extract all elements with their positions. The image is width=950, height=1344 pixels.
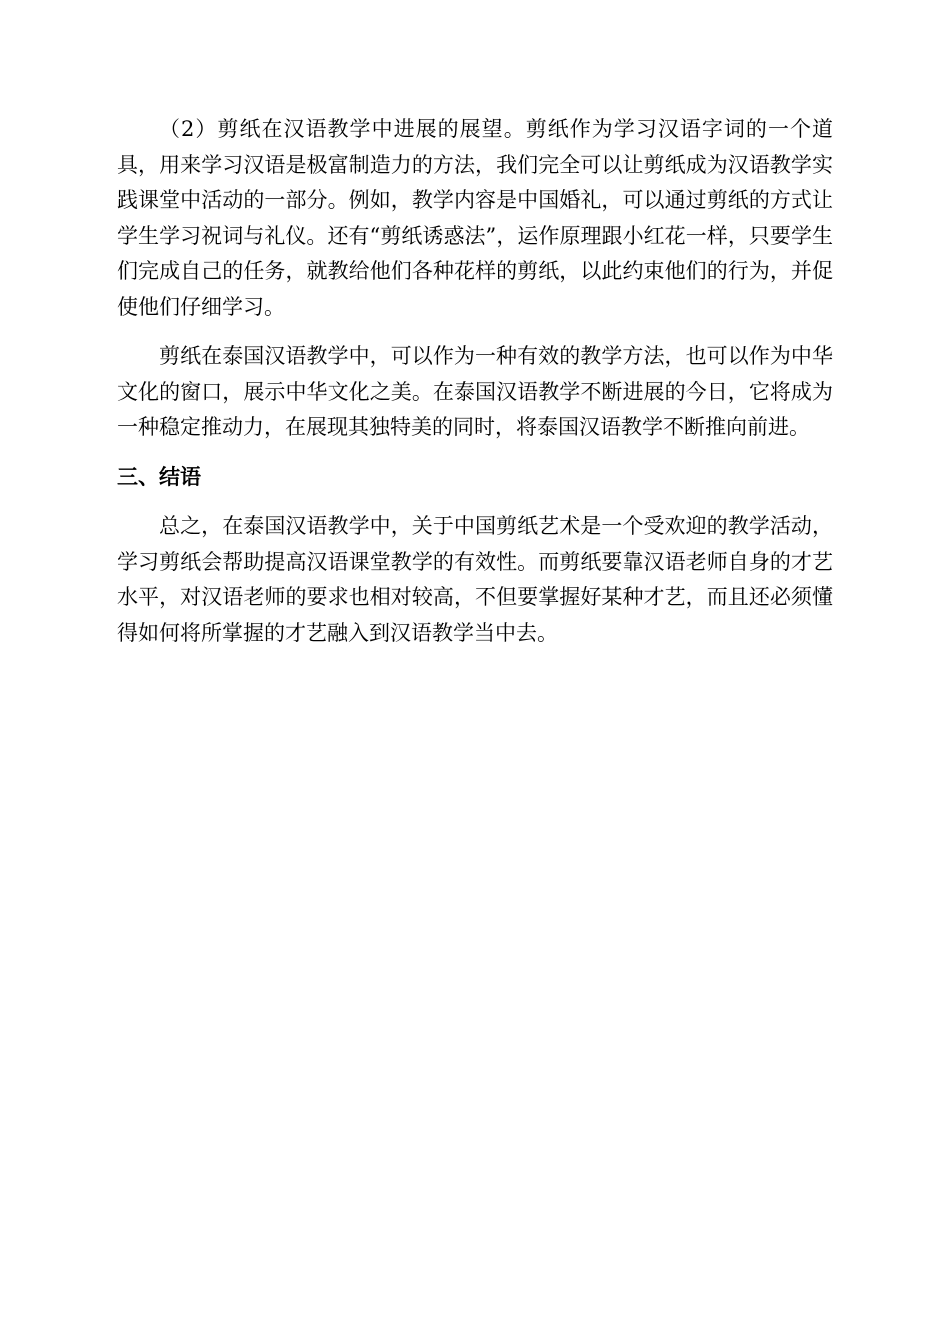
paragraph-paper-cutting-outlook: （2）剪纸在汉语教学中进展的展望。剪纸作为学习汉语字词的一个道具，用来学习汉语是极富制造力的方法，我们完全可以让剪纸成为汉语教学实践课堂中活动的一部分。例如，教学内容是中国婚礼，可以通过剪纸的方式让学生学习祝词与礼仪。还有“剪纸诱惑法”，运作原理跟小红花一样，只要学生们完成自己的任务，就教给他们各种花样的剪纸，以此约束他们的行为，并促使他们仔细学习。 (117, 117, 833, 319)
paragraph-paper-cutting-in-thailand: 剪纸在泰国汉语教学中，可以作为一种有效的教学方法，也可以作为中华文化的窗口，展示中华文化之美。在泰国汉语教学不断进展的今日，它将成为一种稳定推动力，在展现其独特美的同时，将泰国汉语教学不断推向前进。 (117, 344, 833, 439)
document-body (117, 112, 833, 651)
section-heading-conclusion: 三、结语 (117, 464, 201, 489)
paragraph-conclusion: 总之，在泰国汉语教学中，关于中国剪纸艺术是一个受欢迎的教学活动，学习剪纸会帮助提高汉语课堂教学的有效性。而剪纸要靠汉语老师自身的才艺水平，对汉语老师的要求也相对较高，不但要掌握好某种才艺，而且还必须懂得如何将所掌握的才艺融入到汉语教学当中去。 (117, 514, 833, 645)
